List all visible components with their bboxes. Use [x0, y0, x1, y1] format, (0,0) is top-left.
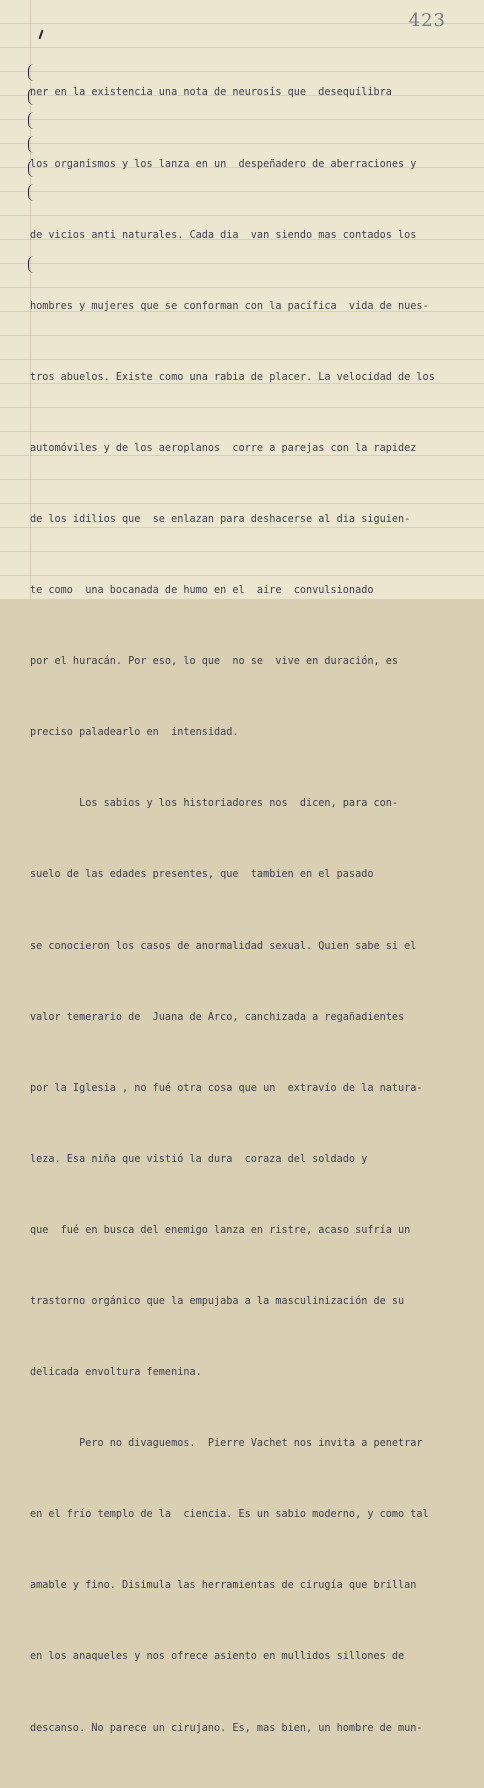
text-line: por el huracán. Por eso, lo que no se vive en duración, es	[30, 656, 399, 668]
text-line: por la Iglesia , no fué otra cosa que un extravío de la natura-	[30, 1082, 423, 1094]
page-number: 423	[408, 10, 446, 31]
body-text	[30, 34, 470, 1788]
text-line: en el frío templo de la ciencia. Es un sabio moderno, y como tal	[30, 1509, 429, 1521]
text-line: delicada envoltura femenina.	[30, 1367, 202, 1379]
text-line: que fué en busca del enemigo lanza en ristre, acaso sufría un	[30, 1224, 411, 1236]
text-line: Los sabios y los historiadores nos dicen, para con-	[30, 798, 399, 810]
text-line: los organismos y los lanza en un despeñadero de aberraciones y	[30, 158, 417, 170]
text-line: preciso paladearlo en intensidad.	[30, 727, 239, 739]
text-line: te como una bocanada de humo en el aire convulsionado	[30, 585, 374, 597]
text-line: tros abuelos. Existe como una rabia de placer. La velocidad de los	[30, 371, 435, 383]
text-line: en los anaqueles y nos ofrece asiento en mullidos sillones de	[30, 1651, 405, 1663]
text-line: de los idilios que se enlazan para deshacerse al dia siguien-	[30, 513, 411, 525]
text-line: leza. Esa niña que vistió la dura coraza del soldado y	[30, 1153, 368, 1165]
text-line: suelo de las edades presentes, que tambien en el pasado	[30, 869, 374, 881]
text-line: Pero no divaguemos. Pierre Vachet nos invita a penetrar	[30, 1438, 423, 1450]
text-line: se conocieron los casos de anormalidad sexual. Quien sabe si el	[30, 940, 417, 952]
text-line: amable y fino. Disimula las herramientas de cirugía que brillan	[30, 1580, 417, 1592]
text-line: ner en la existencia una nota de neurosis que desequilibra	[30, 87, 392, 99]
text-line: hombres y mujeres que se conforman con la pacífica vida de nues-	[30, 300, 429, 312]
text-line: descanso. No parece un cirujano. Es, mas bien, un hombre de mun-	[30, 1722, 423, 1734]
text-line: de vicios anti naturales. Cada dia van siendo mas contados los	[30, 229, 417, 241]
text-line: automóviles y de los aeroplanos corre a parejas con la rapidez	[30, 442, 417, 454]
text-line: trastorno orgánico que la empujaba a la masculinización de su	[30, 1296, 405, 1307]
text-line: valor temerario de Juana de Arco, canchizada a regañadientes	[30, 1011, 405, 1023]
